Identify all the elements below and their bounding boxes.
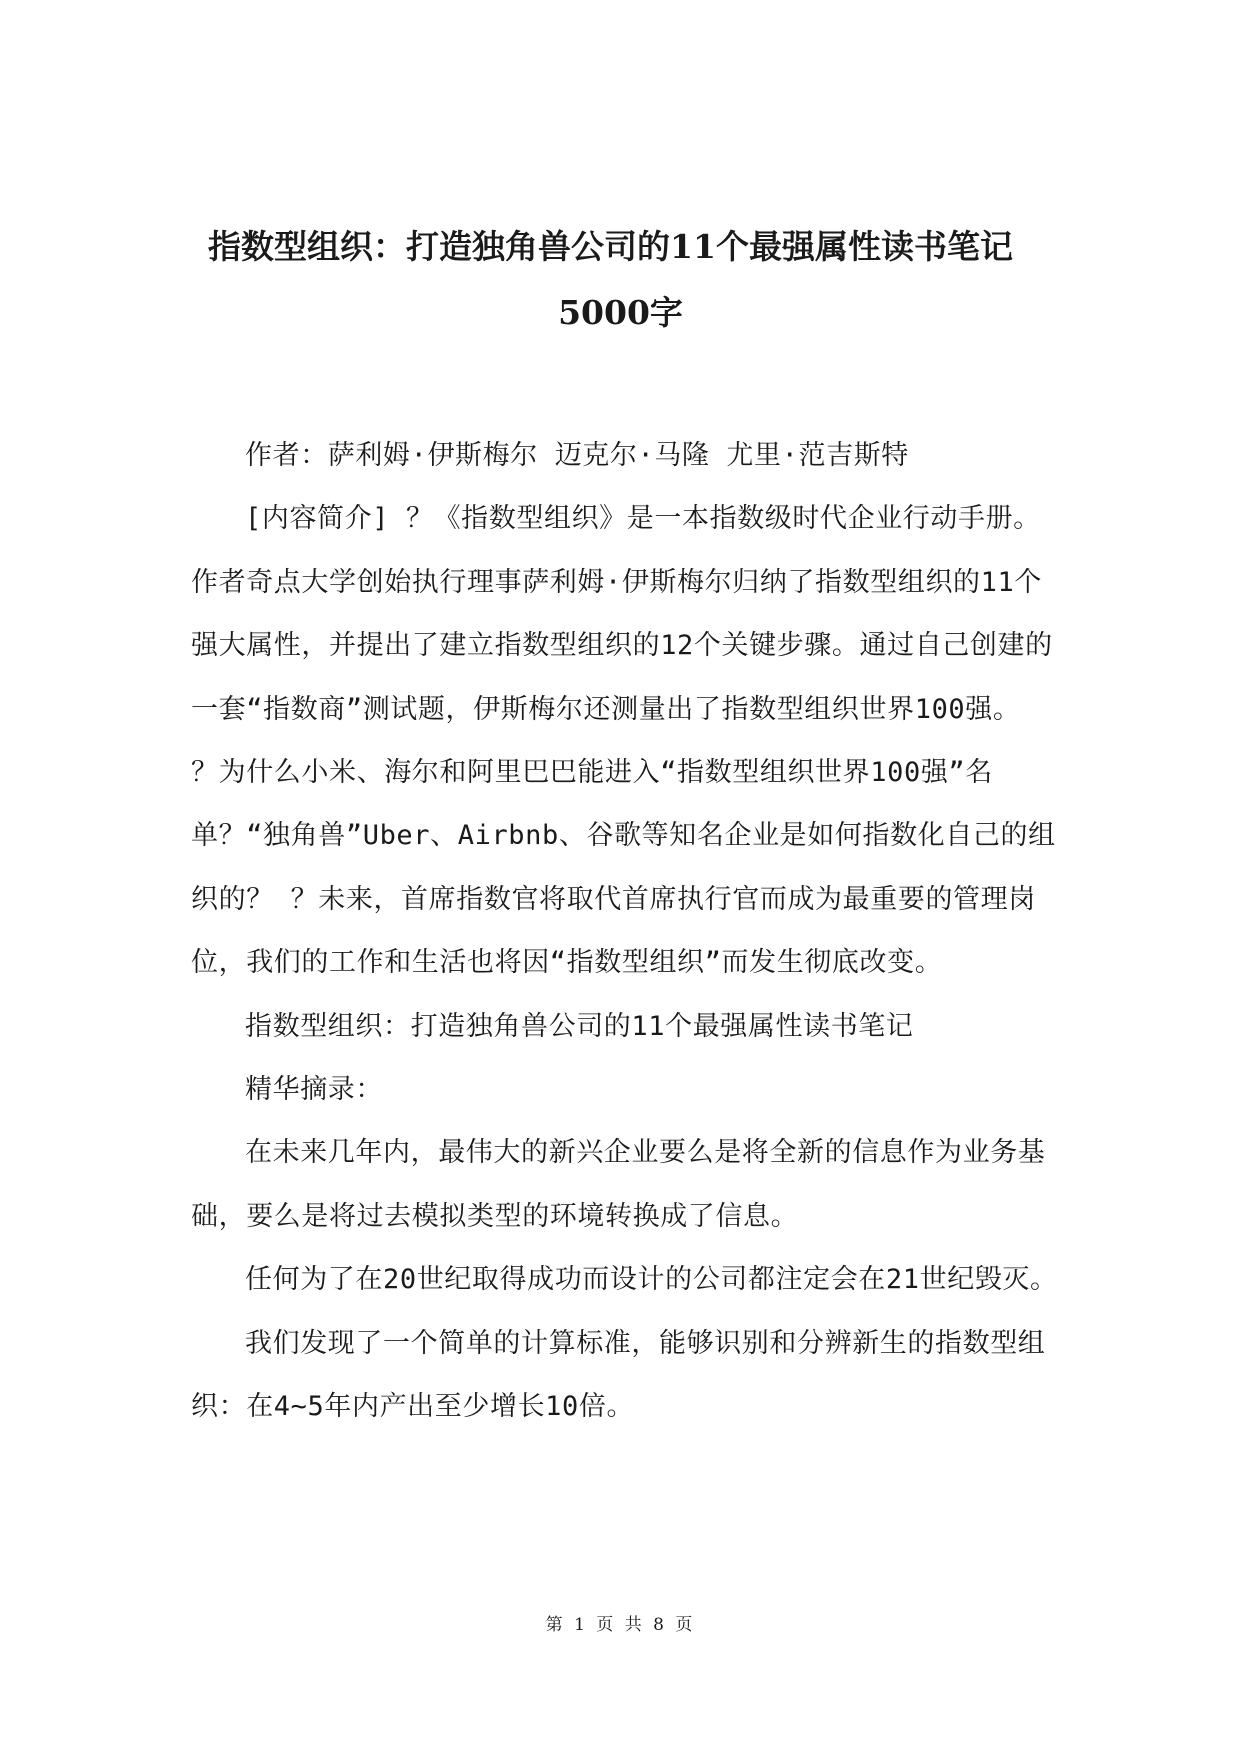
document-title-line-2: 5000字 bbox=[558, 293, 683, 332]
page-footer: 第 1 页 共 8 页 bbox=[545, 1615, 696, 1635]
section-heading: 指数型组织：打造独角兽公司的11个最强属性读书笔记 bbox=[245, 1010, 914, 1042]
excerpt-paragraph: 在未来几年内，最伟大的新兴企业要么是将全新的信息作为业务基础，要么是将过去模拟类型的环境转换成了信息。 bbox=[191, 1137, 1046, 1232]
content-summary: [内容简介] ？《指数型组织》是一本指数级时代企业行动手册。作者奇点大学创始执行理事萨利姆·伊斯梅尔归纳了指数型组织的11个强大属性，并提出了建立指数型组织的12个关键步骤。通过自己创建的一套“指数商”测试题，伊斯梅尔还测量出了指数型组织世界100强。 ？为什么小米、海尔和阿里巴巴能进入“指数型组织世界100强”名单？“独角兽”Uber、Airbnb、谷歌等知名企业是如何指数化自己的组织的？ ？未来，首席指数官将取代首席执行官而成为最重要的管理岗位，我们的工作和生活也将因“指数型组织”而发生彻底改变。 bbox=[191, 503, 1056, 979]
excerpt-paragraph: 任何为了在20世纪取得成功而设计的公司都注定会在21世纪毁灭。 bbox=[245, 1264, 1058, 1296]
document-title-line-1: 指数型组织：打造独角兽公司的11个最强属性读书笔记 bbox=[208, 227, 1013, 266]
author-line: 作者：萨利姆·伊斯梅尔 迈克尔·马隆 尤里·范吉斯特 bbox=[245, 440, 909, 471]
document-body bbox=[191, 424, 1061, 1439]
excerpt-paragraph: 我们发现了一个简单的计算标准，能够识别和分辨新生的指数型组织：在4~5年内产出至少增长10倍。 bbox=[191, 1327, 1046, 1423]
excerpt-label: 精华摘录： bbox=[245, 1074, 383, 1106]
